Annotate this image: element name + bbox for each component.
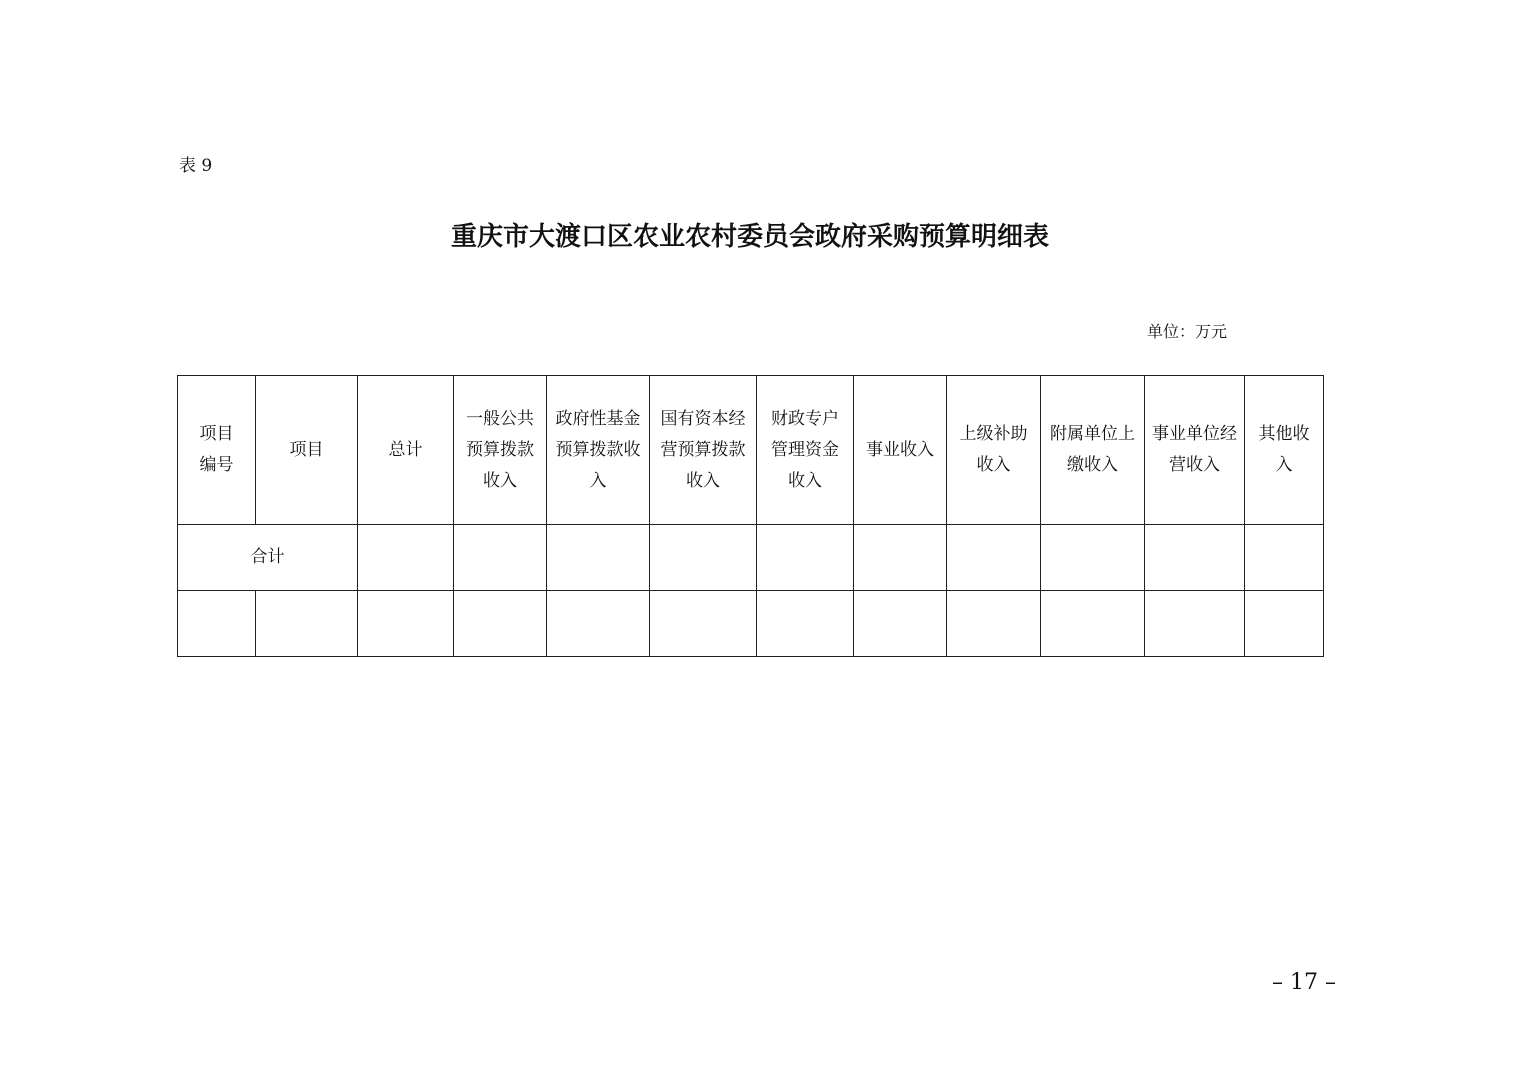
header-cell-project-code <box>178 376 256 525</box>
document-title: 重庆市大渡口区农业农村委员会政府采购预算明细表 <box>450 222 1049 252</box>
header-label: 事业收入 <box>866 439 934 460</box>
header-cell-affiliated-unit <box>1041 376 1145 525</box>
table-number-label: 表 9 <box>179 156 213 176</box>
procurement-budget-table <box>177 375 1324 657</box>
table-cell <box>854 591 947 657</box>
header-label: 项目 编号 <box>199 424 234 475</box>
table-cell <box>757 591 854 657</box>
header-row <box>178 376 1324 525</box>
total-cell <box>854 525 947 591</box>
header-cell-gov-fund <box>547 376 650 525</box>
total-cell <box>1245 525 1324 591</box>
total-row <box>178 525 1324 591</box>
total-cell <box>454 525 547 591</box>
header-cell-superior-subsidy <box>947 376 1041 525</box>
table-row <box>178 591 1324 657</box>
header-label: 财政专户 管理资金 收入 <box>771 408 839 491</box>
header-cell-special-account <box>757 376 854 525</box>
table-cell <box>1245 591 1324 657</box>
header-label: 国有资本经 营预算拨款 收入 <box>660 408 746 491</box>
header-cell-state-capital <box>650 376 757 525</box>
table-cell <box>454 591 547 657</box>
table-cell <box>547 591 650 657</box>
total-cell <box>650 525 757 591</box>
header-label: 事业单位经 营收入 <box>1152 424 1237 475</box>
header-label: 总计 <box>388 439 423 460</box>
header-label: 附属单位上 缴收入 <box>1050 424 1135 475</box>
header-label: 一般公共 预算拨款 收入 <box>466 408 534 491</box>
table-cell <box>1041 591 1145 657</box>
table-cell <box>358 591 454 657</box>
total-cell <box>1041 525 1145 591</box>
table-cell <box>650 591 757 657</box>
header-label: 上级补助 收入 <box>959 424 1028 475</box>
total-cell <box>947 525 1041 591</box>
page-number: – 17 – <box>1272 970 1336 995</box>
header-label: 政府性基金 预算拨款收 入 <box>555 408 641 491</box>
table-cell <box>947 591 1041 657</box>
unit-note: 单位：万元 <box>1147 322 1228 341</box>
header-cell-general-budget <box>454 376 547 525</box>
total-cell <box>358 525 454 591</box>
table-cell <box>178 591 256 657</box>
table-cell <box>1145 591 1245 657</box>
total-cell <box>547 525 650 591</box>
header-label: 其他收 入 <box>1258 424 1310 475</box>
header-cell-other-income <box>1245 376 1324 525</box>
total-cell <box>1145 525 1245 591</box>
header-cell-business-operation <box>1145 376 1245 525</box>
header-cell-project <box>256 376 358 525</box>
header-cell-total <box>358 376 454 525</box>
header-cell-business-income <box>854 376 947 525</box>
total-cell <box>757 525 854 591</box>
table-cell <box>256 591 358 657</box>
header-label: 项目 <box>289 439 324 460</box>
total-row-label: 合计 <box>178 525 358 591</box>
